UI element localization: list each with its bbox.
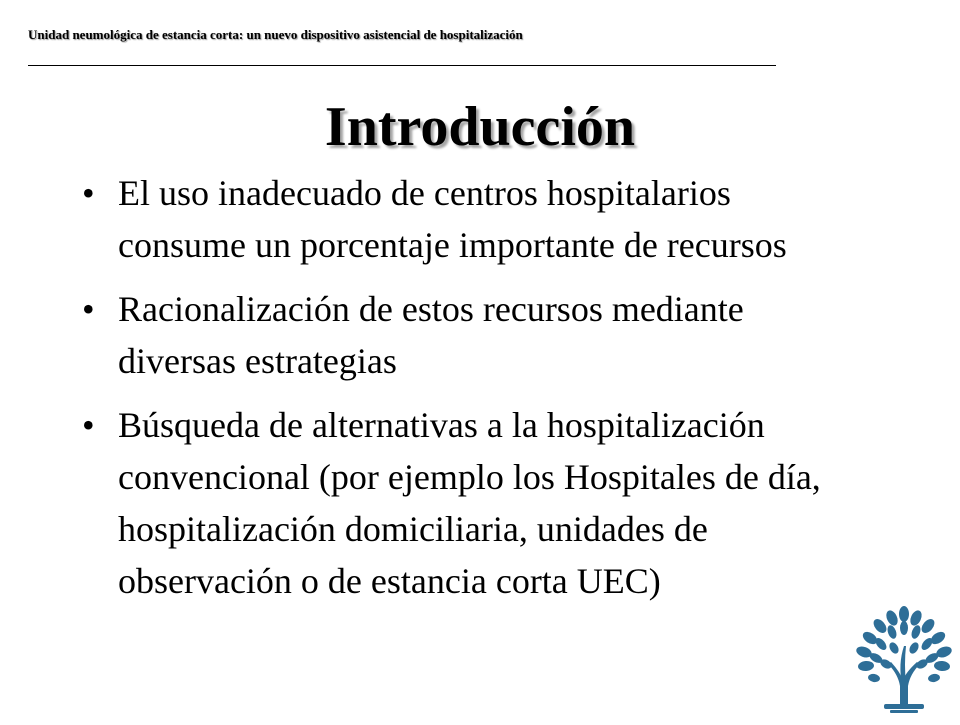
bullet-list bbox=[82, 167, 852, 619]
bullet-item bbox=[82, 399, 852, 607]
bullet-text: Racionalización de estos recursos mediante diversas estrategias bbox=[118, 289, 744, 381]
header-divider bbox=[28, 65, 776, 66]
bullet-text: Búsqueda de alternativas a la hospitalización convencional (por ejemplo los Hospitales de día, hospitalización domiciliaria, unidades de observación o de estancia corta UEC) bbox=[118, 405, 821, 601]
tree-logo bbox=[848, 594, 960, 720]
slide-title: Introducción bbox=[324, 96, 636, 158]
bullet-icon: • bbox=[82, 289, 95, 329]
bullet-icon: • bbox=[82, 173, 95, 213]
header-title: Unidad neumológica de estancia corta: un nuevo dispositivo asistencial de hospitalización bbox=[28, 27, 523, 42]
bullet-icon: • bbox=[82, 405, 95, 445]
bullet-text: El uso inadecuado de centros hospitalarios consume un porcentaje importante de recursos bbox=[118, 173, 787, 265]
bullet-item bbox=[82, 167, 852, 271]
tree-icon bbox=[848, 594, 960, 720]
bullet-item bbox=[82, 283, 852, 387]
